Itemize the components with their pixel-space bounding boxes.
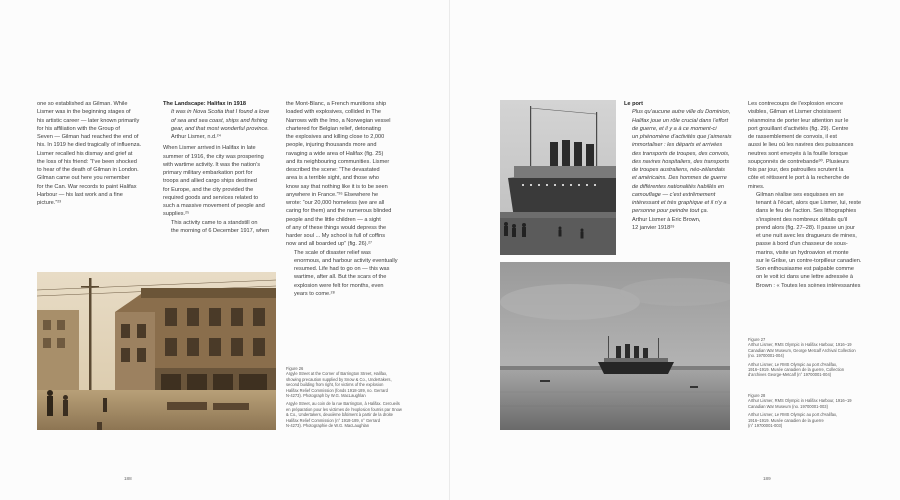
left-col1-paragraph: one so established as Gilman. While Lismer was in the beginning stages of his artistic career — later known primarily for his affiliation with the Group of Seven — Gilman had reached the end of his. In 1919 he died tragically of influenza. Lismer recalled his dismay and grief at the loss of his friend: “I’ve been shocked to hear of the death of Gilman in London. Gilman came out here you remember for the Can. War records to paint Halifax Harbour — his last work and a fine picture.”²³ (37, 101, 142, 206)
right-col2-paragraph-1: Les contrecoups de l’explosion encore visibles, Gilman et Lismer choisissent néanmoins de porter leur attention sur le port grouillant d’activités (fig. 29). Centre de rassemblement de convois, il est aussi le lieu où les navires des puissances neutres sont envoyés à la fouille lorsque soupçonnés de contrebande³⁰. Plusieurs fois par jour, des patrouilles scrutent la côte et rétissent le port à la recherche de mines. (748, 101, 854, 190)
caption-figure-27 (748, 337, 866, 381)
left-col2-paragraph-1: When Lismer arrived in Halifax in late summer of 1916, the city was prospering with wartime activity. It was the nation’s primary military embarkation port for troops and allied cargo ships destined for Europe, and the city provided the required goods and services related to such a massive movement of people and supplies.²⁵ (163, 145, 265, 218)
epigraph-quote-french: Plus qu’aucune autre ville du Dominion, Halifax joue un rôle crucial dans l’effort de guerre, et il y a à ce moment-ci un phénomène d’activités que j’aimerais immortaliser : les départs et arrivées des transports de troupes, des convois, des navires hospitaliers, des transports de troupes australiens, néo-zélandais et américains. Des hommes de guerre de différentes nationalités habillés en camouflage — c’est extrêmement intéressant et très graphique et il n’y a personne pour peindre tout ça. (632, 109, 732, 215)
caption-28-english: Figure 28 Arthur Lismer, RMS Olympic in Halifax Harbour, 1916–19 Canadian War Museum (no. 19700001-003) (748, 393, 852, 409)
caption-28-french: Arthur Lismer, Le RMS Olympic au port d’Halifax, 1916–1919. Musée canadien de la guerre (n° 19700001-003) (748, 412, 838, 429)
right-column-2 (748, 100, 863, 290)
caption-26-french: Argyle Street, au coin de la rue Barrington, à Halifax. Cercueils en préparation pour les victimes de l’explosion fournis par Snow & Co., Undertakers, deuxième bâtiment à partir de la droite Halifax Relief Commission (n° 1918-189, n° Gerrard N-4273). Photographie de W.G. MacLaughlan (286, 401, 402, 429)
page-number-left: 188 (124, 476, 132, 481)
epigraph-attribution: Arthur Lismer, n.d.²⁴ (171, 134, 221, 140)
section-heading-landscape: The Landscape: Halifax in 1918 (163, 101, 247, 107)
right-col2-paragraph-2: Gilman réalise ses esquisses en se tenant à l’écart, alors que Lismer, lui, reste dans le feu de l’action. Ses lithographies s’inspirent des nombreux détails qu’il prend alors (fig. 27–28). Il passe un jour et une nuit avec les dragueurs de mines, passe à bord d’un chasseur de sous- marins, visite un hydroavion et monte sur le Grilse, un contre-torpilleur canadien. Son enthousiasme est palpable comme on le voit ici dans une lettre adressée à Brown : « Toutes les scènes intéressantes (756, 191, 862, 289)
left-column-1 (37, 100, 149, 207)
olympic-harbour-photo-image (500, 262, 730, 430)
epigraph-attribution-french: Arthur Lismer à Eric Brown, 12 janvier 1918²⁹ (632, 216, 701, 231)
left-col2-paragraph-2: This activity came to a standstill on the morning of 6 December 1917, when (171, 219, 270, 234)
caption-27-french: Arthur Lismer, Le RMS Olympic au port d’Halifax, 1916–1919. Musée canadien de la guerre, Collection d’archives George-Metcalf (n° 19700001-004) (748, 361, 845, 378)
caption-figure-28 (748, 393, 866, 431)
olympic-harbour-photo (500, 262, 730, 430)
left-col3-paragraph-2: The scale of disaster relief was enormous, and harbour activity eventually resumed. Life had to go on — this was wartime, after all. But the scars of the explosion were felt for months, even years to come.²⁸ (294, 249, 398, 297)
page-number-right: 189 (763, 476, 771, 481)
caption-figure-26 (286, 366, 404, 431)
left-column-2 (163, 100, 281, 235)
caption-27-english: Figure 27 Arthur Lismer, RMS Olympic in Halifax Harbour, 1916–19 Canadian War Museum, George Metcalf Archival Collection (no. 19700001-004) (748, 337, 856, 359)
epigraph-quote: It was in Nova Scotia that I found a love of sea and sea coast, ships and fishing gear, and that most wonderful province. (171, 109, 270, 132)
caption-26-english: Figure 26 Argyle Street at the Corner of Barrington Street, Halifax, showing precaution supplied by Snow & Co., Undertakers, second building from right, for victims of the explosion Halifax Relief Commission (fonds 1918-189, no. Gerrard N-4273). Photograph by W.G. MacLaughlan (286, 366, 392, 399)
argyle-street-photo (37, 272, 276, 430)
olympic-dock-photo (500, 100, 616, 255)
olympic-dock-photo-image (500, 100, 616, 255)
right-column-1 (624, 100, 734, 232)
argyle-street-photo-image (37, 272, 276, 430)
left-column-3 (286, 100, 404, 298)
section-heading-port: Le port (624, 101, 643, 107)
left-col3-paragraph-1: the Mont-Blanc, a French munitions ship loaded with explosives, collided in The Narrows with the Imo, a Norwegian vessel chartered for Belgian relief, detonating the explosives and killing close to 2,000 people, injuring thousands more and ravaging a wide area of Halifax (fig. 25) and its neighbouring communities. Lismer described the scene: “The devastated area is a terrible sight, and those who know say that nothing like it is to be seen anywhere in France.”²⁶ Elsewhere he wrote: “our 20,000 homeless (we are all caring for them) and the numerous blinded people and the little children — a sight of any of these things would depress the harder soul ... My school is full of coffins now and all boarded up” (fig. 26).²⁷ (286, 101, 392, 248)
